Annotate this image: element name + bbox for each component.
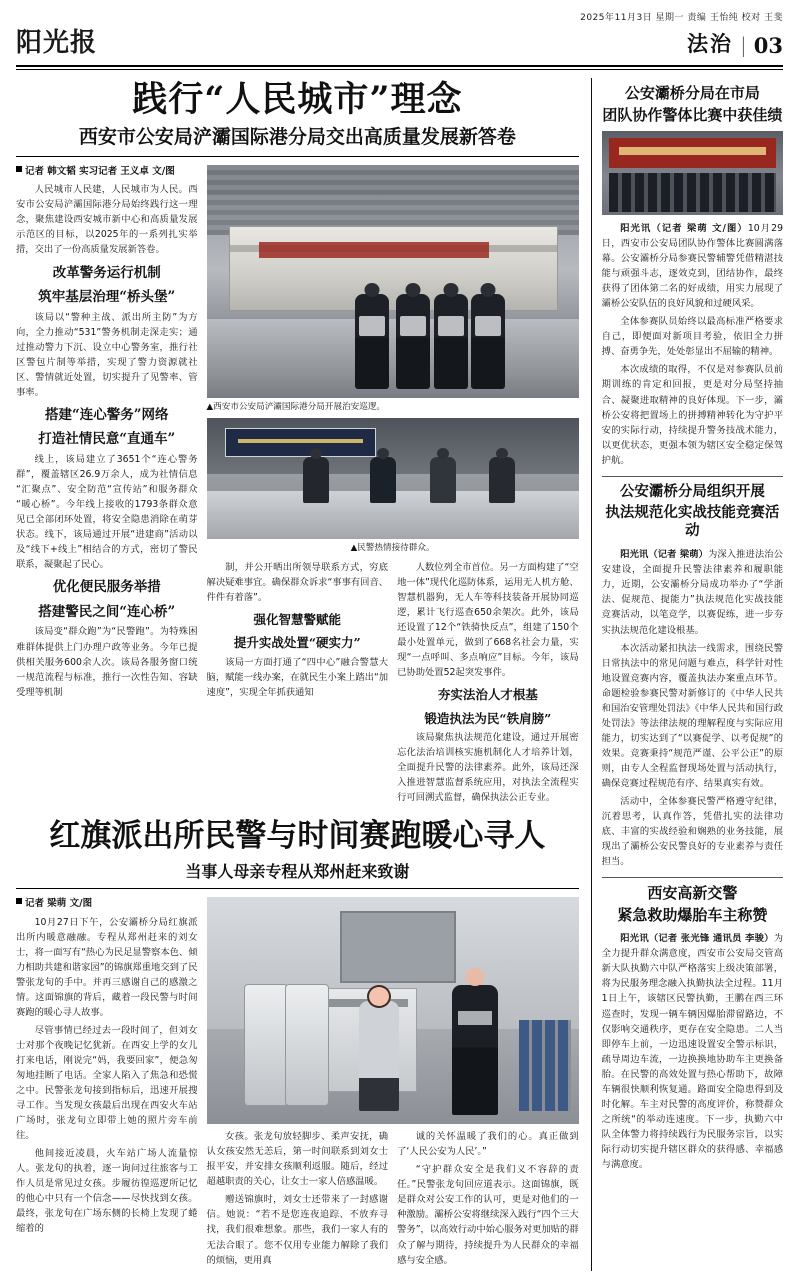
lead-sub3-title-1: 优化便民服务举措 — [52, 579, 161, 596]
lead-sub2-title-1: 搭建“连心警务”网络 — [45, 406, 169, 423]
right-story3-para — [602, 931, 783, 1172]
photo-building — [229, 226, 558, 312]
lead-col-2b — [397, 560, 579, 808]
right-story2-source: 阳光讯（记者 梁萌） — [620, 549, 709, 561]
lead-sub1-para: 该局以“警种主战、派出所主防”为方向，全力推动“531”警务机制走深走实；通过推动警力下沉、设立中心警务室，推行社区警包片制等举措，实现了警力资源就社区、警情就近处置，切实提升了见警率、管事率。 — [16, 311, 198, 398]
feature-columns — [16, 897, 579, 1270]
feature-rule — [16, 888, 579, 889]
feature-para: 赠送锦旗时，刘女士还带来了一封感谢信。她说：“若不是您连夜追踪、不放弃寻找，我们很难想象。那些，我们一家人有的无法合眼了。您不仅用专业能力解除了我们的烦恼，更用真 — [206, 1194, 389, 1266]
right-story2-text: 为深入推进法治公安建设，全面提升民警法律素养和履职能力，近期，公安灞桥分局成功举办了“学浙法、促规范、提能力”执法规范化实战技能竞赛活动，以笔竞学，以赛促练，进一步夯实执法规范化建设根基。 — [601, 549, 783, 636]
feature-para: 尽管事情已经过去一段时间了，但刘女士对那个夜晚记忆犹新。在西安上学的女儿打来电话，刚说完“妈，我要回家”，便急匆匆地挂断了电话。全家人陷入了焦急和恐慌之中。民警张龙旬接到指标后，迅速开展搜寻工作。当发现女孩最后出现在西安火车站广场时，张龙旬立即带上她的照片旁车前往。 — [16, 1024, 198, 1142]
feature-para: 他间接近凌晨，火车站广场人流量惊人。张龙旬的执着，逐一询问过往旅客与工作人员是常见过女孩。步履彷徨巡逻所记忆的他心中只有一个信念——尽快找到女孩。最终，张龙旬在广场东侧的长椅上发现了蜷缩着的 — [16, 1148, 198, 1235]
photo-officer — [355, 294, 389, 389]
right-story2-para: 活动中，全体参赛民警严格遵守纪律，沉着思考，认真作答，凭借扎实的法律功底、丰富的实战经验和娴熟的业务技能，展现出了灞桥公安民警良好的专业素养与责任担当。 — [601, 796, 783, 868]
feature-col-2a — [207, 1129, 389, 1270]
masthead-right — [97, 10, 783, 58]
photo-citizen — [359, 1001, 399, 1111]
feature-col-2b — [397, 1129, 579, 1270]
photo-notice-board — [340, 911, 456, 983]
photo-station-sign — [225, 428, 376, 457]
lead-sub4-title-1: 强化智慧警赋能 — [253, 612, 342, 628]
lead-sub3-para: 该局变“群众跑”为“民警跑”。为特殊困难群体提供上门办理户政等业务。今年已提供相关服务600余人次。该局各服务窗口统一规范流程与标准，推行一次性告知、容缺受理等机制 — [16, 626, 198, 698]
lead-col-2a — [207, 560, 389, 808]
right-story1-para: 本次成绩的取得，不仅是对参赛队员前期训练的肯定和回报，更是对分局坚持抽合、凝聚进取精神的良好体现。下一步，灞桥公安将把置场上的拼搏精神转化为守护平安的实际行动，持续提升警务技战术能力，以更优状态，更强本领为辖区安全稳定保驾护航。 — [601, 364, 783, 466]
lead-sub5-title-2: 锻造执法为民“铁肩膀” — [424, 710, 552, 726]
photo-officer — [396, 294, 430, 389]
right-story3-source: 阳光讯（记者 张光锋 通讯员 李骏） — [620, 933, 774, 945]
lead-subheadline: 西安市公安局浐灞国际港分局交出高质量发展新答卷 — [78, 126, 516, 149]
right-story3-text: 为全力提升群众满意度，西安市公安局交管高新大队执勤六中队严格落实上级决策部署，将为民服务理念融入执勤执法全过程。11月1日上午，该辖区民警执勤，王鹏在西三环巡查时，发现一辆车辆因爆胎滞留路边，不仅影响交通秩序，更存在安全隐患。二人当即停车上前，一边迅速设置安全警示标识，疏导周边车流，一边换换地协助车主更换备胎。在民警的高效处置与热心帮助下，故障车辆很快顺利恢复通。路面安全隐患得到及时化解。车主对民警的高度评价，称赞群众之所统“的举动连速度。下一步，执勤六中队全体警力将持续践行为民服务宗旨，以实际行动切实提升辖区群众的获得感、幸福感与满意度。 — [601, 933, 783, 1170]
masthead — [16, 10, 783, 62]
feature-byline-text: 记者 梁萌 文/图 — [25, 898, 93, 910]
right-story1-para: 全体参赛队员始终以最高标准严格要求自己，即便面对新项目考验，依旧全力拼搏、奋勇争先，处处彰显出不屈输的精神。 — [601, 316, 783, 358]
lead-sub4-para: 该局一方面打通了“四中心”融合警慧大脑，赋能一线办案，在就民生小案上踏出“加速度”，实现全年抓获通知 — [206, 656, 389, 698]
feature-para: 10月27日下午，公安灞桥分局红旗派出所内暖意融融。专程从郑州赶来的刘女士，将一面写有“热心为民足显警察本色、倾力相助共建和谐家园”的锦旗郑重地交到了民警张龙旬的手中。并再三感谢自己的感激之情。这面锦旗的背后，藏着一段民警与时间赛跑的暖心寻人故事。 — [16, 916, 198, 1018]
right-column — [591, 78, 783, 1271]
photo-person — [489, 457, 515, 503]
lead-col2-tail-para: 制，并公开晒出所领导联系方式，穷底解决疑难事宜。确保群众诉求“事事有回音、件件有着落”。 — [206, 561, 389, 603]
lead-para: 人民城市人民建，人民城市为人民。西安市公安局浐灞国际港分局始终践行这一理念，聚焦建设西安城市新中心和高质量发展示范区的目标，以2025年的一系列扎实举措，交出了一份高质量发展新答卷。 — [16, 184, 198, 256]
lead-article-columns — [16, 165, 579, 808]
right-story1-head-2: 团队协作警体比赛中获佳绩 — [602, 105, 783, 124]
photo-person — [370, 457, 396, 503]
photo-kiosk — [285, 984, 329, 1106]
photo-kiosk — [244, 984, 288, 1106]
photo-floor — [207, 319, 579, 398]
photo-waiting-chairs — [519, 1020, 571, 1111]
issue-meta: 2025年11月3日 星期一 责编 王怡纯 校对 王斐 — [580, 13, 783, 23]
photo-group-row — [609, 173, 776, 212]
photo-officer — [452, 985, 498, 1115]
bullet-square-icon — [16, 898, 22, 904]
page-number: 03 — [753, 33, 783, 58]
feature-col-2 — [207, 897, 579, 1270]
lead-col-1 — [16, 165, 198, 808]
photo-officer — [434, 294, 468, 389]
section-title: 法治 — [687, 31, 734, 56]
photo-red-banner — [609, 138, 776, 168]
lead-col2-subcolumns — [207, 560, 579, 808]
lead-sub2-para: 线上，该局建立了3651个“连心警务群”，覆盖辖区26.9万余人，成为社情信息“汇聚点”、安全防范“宣传站”和服务群众“暖心桥”。今年线上接收的1793条群众意见已全部闭环处置，将安全隐患消除在萌芽状态。线下，该局通过开展“进建商”活动以及“线下+线上”相结合的方式，密切了警民联系，凝聚起了民心。 — [16, 454, 198, 571]
feature-para: 诚的关怀温暖了我们的心。真正做到了‘人民公安为人民’。” — [397, 1131, 579, 1158]
right-story1-para — [602, 221, 783, 311]
right-story3-head-2: 紧急救助爆胎车主称赞 — [617, 905, 768, 924]
photo-patrol-caption: ▲西安市公安局浐灞国际港分局开展治安巡逻。 — [206, 402, 386, 412]
page-body — [16, 78, 783, 1271]
photo-patrol — [207, 165, 579, 398]
right-story1-source: 阳光讯（记者 梁萌 文/图） — [620, 223, 748, 234]
photo-ceiling — [207, 165, 579, 235]
photo-service-desk — [207, 418, 579, 539]
right-story2-para — [602, 547, 783, 637]
section-bar — [127, 28, 783, 58]
right-story2-head-1: 公安灞桥分局组织开展 — [619, 482, 765, 500]
photo-officer — [471, 294, 505, 389]
photo-service-desk-caption: ▲民警热情接待群众。 — [350, 543, 435, 554]
right-story2-head-2: 执法规范化实战技能竞赛活动 — [605, 503, 780, 540]
headline-rule — [16, 156, 579, 157]
lead-byline-text: 记者 韩文韬 实习记者 王义卓 文/图 — [25, 166, 175, 177]
lead-byline — [16, 165, 198, 178]
right-story3-head-1: 西安高新交警 — [647, 884, 738, 903]
feature-para: “守护群众安全是我们义不容辞的责任。”民警张龙旬回应道表示。这面锦旗，既是群众对公安工作的认可，更是对他们的一种激励。灞桥公安将继续深入践行“四个三大警务”，以高效行动中始心服务对更加贴的群众了解与期待，持续提升为人民群众的幸福感与安全感。 — [397, 1164, 579, 1266]
lead-headline: 践行“人民城市”理念 — [132, 79, 463, 120]
feature-col2-subcolumns — [207, 1129, 579, 1270]
feature-byline — [16, 897, 198, 910]
lead-col-2 — [207, 165, 579, 808]
feature-subheadline: 当事人母亲专程从郑州赶来致谢 — [185, 862, 410, 882]
lead-sub2-title-2: 打造社情民意“直通车” — [38, 431, 176, 448]
right-story1-text: 10月29日，西安市公安局团队协作警体比赛圆满落幕。公安灞桥分局参赛民警辅警凭借精湛技能与顽强斗志，逐效克到，团结协作，最终获得了团体第二名的好成绩，用实力展现了灞桥公安队伍的良好风貌和过硬风采。 — [601, 223, 783, 310]
lead-sub5-title-1: 夯实法治人才根基 — [437, 687, 538, 703]
bullet-square-icon — [16, 166, 22, 172]
lead-sub1-title-1: 改革警务运行机制 — [52, 264, 161, 281]
right-divider — [602, 877, 783, 878]
photo-banner-presentation — [207, 897, 579, 1124]
feature-headline: 红旗派出所民警与时间赛跑暖心寻人 — [49, 818, 546, 855]
lead-sub4-title-2: 提升实战处置“硬实力” — [233, 635, 361, 651]
lead-sub5-para: 该局聚焦执法规范化建设，通过开展密忘化法治培训核实施机制化人才培养计划，全面提升民警的法律素养。此外，该局还深入推进智慧监督系统应用，对执法全流程实行可回溯式监督，确保执法公正专业。 — [397, 731, 579, 803]
right-divider — [602, 476, 783, 477]
photo-person — [303, 457, 329, 503]
lead-sub3-title-2: 搭建警民之间“连心桥” — [38, 603, 176, 620]
section-divider: | — [740, 33, 747, 57]
feature-para: 女孩。张龙旬放轻脚步、柔声安抚，确认女孩安然无恙后，第一时间联系到刘女士报平安，并安排女孩顺利返服。随后，经过超越职责的关心，让女士一家人倍感温暖。 — [206, 1131, 389, 1188]
lead-sub1-title-2: 筑牢基层治理“桥头堡” — [38, 289, 176, 306]
photo-person — [430, 457, 456, 503]
right-story2-para: 本次活动紧扣执法一线需求，围绕民警日常执法中的常见问题与难点，科学针对性地设置竞赛内容，覆盖执法办案重点环节。命题检验参赛民警对新修订的《中华人民共和国治安管理处罚法》《中华人民共和国行政处罚法》等法律法规的理解程度与实际应用能力，切实达到了“以赛促学、以考促规”的效果。竞赛秉持“规范严谨、公平公正”的原则，由专人全程监督现场处置与活动执行，确保竞赛过程规范有序、结果真实有效。 — [601, 642, 783, 789]
photo-group-award — [602, 131, 783, 215]
right-story1-head-1: 公安灞桥分局在市局 — [624, 84, 760, 102]
masthead-rule-thick — [16, 65, 783, 67]
feature-col-1 — [16, 897, 198, 1270]
left-column — [16, 78, 579, 1271]
photo-banner — [259, 242, 490, 258]
newspaper-logo: 阳光报 — [16, 28, 98, 58]
lead-col3-para: 人数位列全市首位。另一方面构建了“空地一体”现代化巡防体系，运用无人机方舱、智慧机器狗，无人车等科技装备开展协同巡逻，累计飞行巡查650余架次。此外，该局还设置了12个“铁骑快反点”，组建了150个最小处置单元，做到了668名社会力量，实现“一点呼叫、多点响应”目标。今年，该局已协助处置52起突发事件。 — [397, 561, 579, 679]
masthead-rule-thin — [16, 69, 783, 70]
